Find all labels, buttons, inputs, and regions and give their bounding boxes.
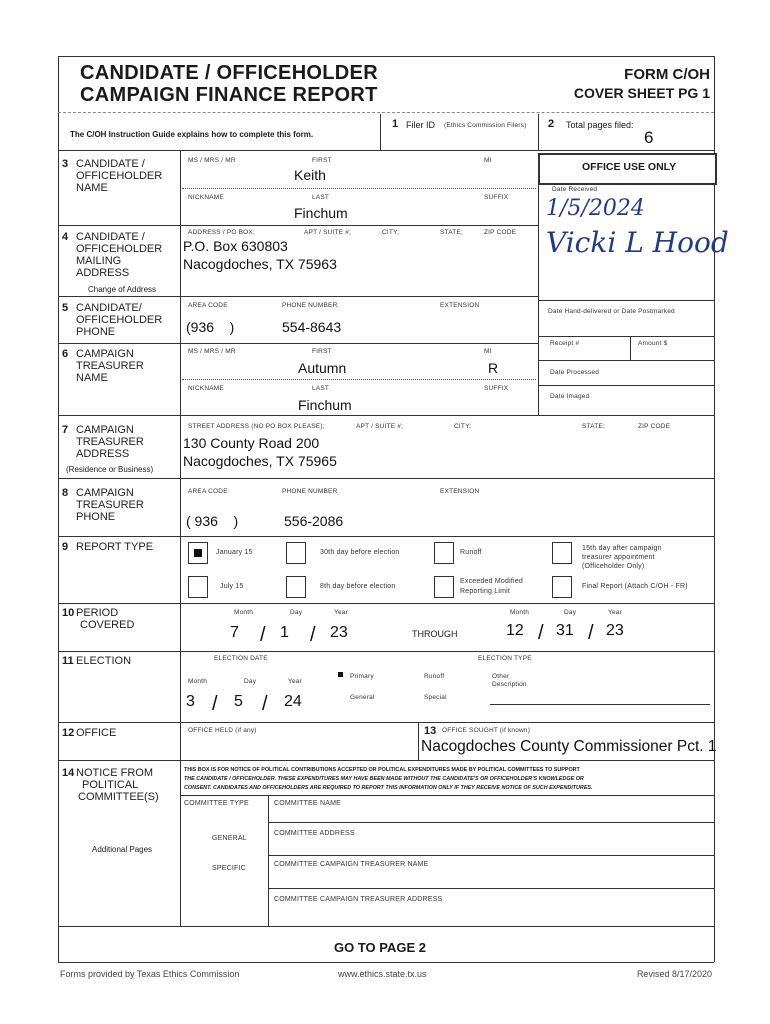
office-line-4	[538, 385, 714, 386]
office-sought-label: OFFICE SOUGHT (if known)	[442, 727, 531, 734]
s5-phone-label: PHONE NUMBER	[282, 302, 338, 309]
s6-num: 6	[62, 348, 69, 360]
s7-zip-label: ZIP CODE	[638, 423, 671, 430]
checkbox-runoff[interactable]	[434, 542, 454, 564]
election-slash-2: /	[262, 693, 268, 715]
s6-ms-label: MS / MRS / MR	[188, 348, 236, 355]
opt-july-15: July 15	[220, 583, 244, 590]
instruction-text: The C/OH Instruction Guide explains how to complete this form.	[70, 130, 314, 139]
checkbox-july-15[interactable]	[188, 576, 208, 598]
s4-label-2: OFFICEHOLDER	[76, 243, 163, 255]
s4-label-4: ADDRESS	[76, 267, 130, 279]
date-received-value: 1/5/2024	[546, 196, 645, 221]
checkbox-january-15[interactable]	[188, 542, 208, 564]
s3-label-1: CANDIDATE /	[76, 158, 145, 170]
s11-num: 11	[62, 655, 74, 667]
frame-left	[58, 56, 59, 962]
date-imaged-label: Date Imaged	[550, 393, 590, 400]
office-use-title: OFFICE USE ONLY	[582, 161, 677, 173]
form-id: FORM C/OH	[624, 66, 710, 83]
election-year-label: Year	[288, 678, 302, 685]
office-line-3	[538, 360, 714, 361]
committee-name-label: COMMITTEE NAME	[274, 800, 341, 807]
from-year-label: Year	[334, 609, 348, 616]
election-type-label: ELECTION TYPE	[478, 655, 532, 662]
s7-street-label: STREET ADDRESS (NO PO BOX PLEASE);	[188, 423, 325, 430]
s4-num: 4	[62, 231, 69, 243]
committee-address-label: COMMITTEE ADDRESS	[274, 830, 355, 837]
s8-ext-label: EXTENSION	[440, 488, 480, 495]
treasurer-last-name: Finchum	[298, 397, 352, 413]
s6-suffix-label: SUFFIX	[484, 385, 509, 392]
hand-delivered-label: Date Hand-delivered or Date Postmarked	[548, 308, 675, 315]
s14-top-line	[180, 795, 714, 796]
row-line-1	[58, 150, 714, 151]
s5-ext-label: EXTENSION	[440, 302, 480, 309]
s6-nickname-label: NICKNAME	[188, 385, 224, 392]
treasurer-mi: R	[488, 360, 499, 376]
election-day: 5	[234, 693, 243, 710]
election-special: Special	[424, 694, 447, 701]
checkbox-exceeded-limit[interactable]	[434, 576, 454, 598]
s7-state-label: STATE;	[582, 423, 605, 430]
through-label: THROUGH	[412, 629, 458, 639]
s8-label-2: TREASURER	[76, 499, 144, 511]
election-month-label: Month	[188, 678, 208, 685]
checkbox-30th-day[interactable]	[286, 542, 306, 564]
checkbox-15th-day[interactable]	[552, 542, 572, 564]
date-received-label: Date Received	[552, 186, 598, 193]
opt-30th-day: 30th day before election	[320, 549, 400, 556]
s5-label-3: PHONE	[76, 326, 116, 338]
s8-num: 8	[62, 487, 69, 499]
election-slash-1: /	[212, 693, 218, 715]
s12-num: 12	[62, 727, 75, 739]
election-general: General	[350, 694, 375, 701]
total-pages-num: 2	[548, 118, 555, 130]
candidate-address-line1: P.O. Box 630803	[183, 238, 288, 254]
office-col-line	[538, 183, 539, 415]
s3-dots	[182, 188, 536, 189]
treasurer-address-line2: Nacogdoches, TX 75965	[183, 453, 337, 469]
from-year: 23	[330, 624, 348, 641]
s3-suffix-label: SUFFIX	[484, 194, 509, 201]
row-line-4	[58, 296, 538, 297]
opt-runoff: Runoff	[460, 549, 482, 556]
s14-line-2	[268, 855, 714, 856]
election-date-label: ELECTION DATE	[214, 655, 268, 662]
filer-id-note: (Ethics Commission Filers)	[444, 122, 527, 129]
change-of-address-label: Change of Address	[88, 285, 157, 294]
opt-8th-day: 8th day before election	[320, 583, 396, 590]
s8-area-label: AREA CODE	[188, 488, 228, 495]
s6-mi-label: MI	[484, 348, 492, 355]
go-to-page-2: GO TO PAGE 2	[334, 940, 426, 955]
amount-label: Amount $	[638, 340, 668, 347]
s6-last-label: LAST	[312, 385, 330, 392]
receipt-label: Receipt #	[550, 340, 580, 347]
from-day: 1	[280, 624, 289, 641]
opt-january-15: January 15	[216, 549, 253, 556]
row-line-11	[58, 722, 714, 723]
s7-city-label: CITY;	[454, 423, 472, 430]
cover-sheet-label: COVER SHEET PG 1	[573, 85, 710, 101]
opt-exceeded-2: Reporting Limit	[460, 588, 511, 595]
s3-label-3: NAME	[76, 182, 108, 194]
s14-num: 14	[62, 767, 75, 779]
opt-final-report: Final Report (Attach C/OH - FR)	[582, 583, 688, 590]
s5-num: 5	[62, 302, 69, 314]
committee-treasurer-address-label: COMMITTEE CAMPAIGN TREASURER ADDRESS	[274, 896, 443, 903]
form-title-line2: CAMPAIGN FINANCE REPORT	[80, 84, 378, 106]
clerk-signature: Vicki L Hood	[546, 226, 729, 259]
s7-label-2: TREASURER	[76, 436, 144, 448]
s4-address-label: ADDRESS / PO BOX;	[188, 229, 255, 236]
candidate-address-line2: Nacogdoches, TX 75963	[183, 256, 337, 272]
to-slash-1: /	[538, 622, 544, 644]
committee-treasurer-label: COMMITTEE CAMPAIGN TREASURER NAME	[274, 861, 429, 868]
s3-label-2: OFFICEHOLDER	[76, 170, 163, 182]
s8-label-3: PHONE	[76, 511, 116, 523]
s4-state-label: STATE;	[440, 229, 463, 236]
from-slash-1: /	[260, 624, 266, 646]
committee-general: GENERAL	[212, 835, 247, 842]
committee-type-label: COMMITTEE TYPE	[184, 800, 249, 807]
footer-provider: Forms provided by Texas Ethics Commission	[60, 969, 240, 979]
checkbox-mark	[194, 549, 202, 557]
row-line-12	[58, 760, 714, 761]
treasurer-phone: 556-2086	[284, 513, 344, 529]
to-slash-2: /	[588, 622, 594, 644]
s3-first-label: FIRST	[312, 157, 332, 164]
row-line-9	[58, 603, 714, 604]
filer-id-num: 1	[392, 118, 399, 130]
frame-top	[58, 56, 714, 57]
row-line-6	[58, 415, 714, 416]
candidate-phone: 554-8643	[282, 319, 342, 335]
office-line-1	[538, 300, 714, 301]
row-line-14	[58, 926, 714, 927]
election-month: 3	[186, 693, 195, 710]
s4-city-label: CITY;	[382, 229, 400, 236]
notice-line-3: CONSENT. CANDIDATES AND OFFICEHOLDERS ARE REQUIRED TO REPORT THIS INFORMATION ONLY IF THEY RECEIVE NOTICE OF SUCH EXPENDITURES.	[184, 785, 593, 791]
to-month: 12	[506, 622, 524, 639]
s8-label-1: CAMPAIGN	[76, 487, 134, 499]
s7-apt-label: APT / SUITE #;	[356, 423, 404, 430]
s10-label-1: PERIOD	[76, 607, 119, 619]
to-year: 23	[606, 622, 624, 639]
election-primary: Primary	[350, 673, 374, 680]
from-day-label: Day	[290, 609, 303, 616]
office-line-2	[538, 336, 714, 337]
election-year: 24	[284, 693, 302, 710]
s5-label-1: CANDIDATE/	[76, 302, 142, 314]
to-day: 31	[556, 622, 574, 639]
to-day-label: Day	[564, 609, 577, 616]
total-pages-label: Total pages filed:	[566, 120, 634, 130]
s3-mi-label: MI	[484, 157, 492, 164]
to-year-label: Year	[608, 609, 622, 616]
treasurer-first-name: Autumn	[298, 360, 347, 376]
s6-label-1: CAMPAIGN	[76, 348, 134, 360]
notice-line-2: THE CANDIDATE / OFFICEHOLDER. THESE EXPENDITURES MAY HAVE BEEN MADE WITHOUT THE CANDIDATE'S OR OFFICEHOLDER'S KNOWLEDGE OR	[184, 776, 584, 782]
form-title-line1: CANDIDATE / OFFICEHOLDER	[80, 62, 378, 84]
notice-line-1: THIS BOX IS FOR NOTICE OF POLITICAL CONTRIBUTIONS ACCEPTED OR POLITICAL EXPENDITURES MADE BY POLITICAL COMMITTEES TO SUPPORT	[184, 767, 580, 773]
candidate-first-name: Keith	[294, 167, 326, 183]
opt-15th-day-1: 15th day after campaign	[582, 545, 662, 552]
committee-specific: SPECIFIC	[212, 865, 246, 872]
label-col-line	[180, 150, 181, 926]
s6-first-label: FIRST	[312, 348, 332, 355]
s4-label-1: CANDIDATE /	[76, 231, 145, 243]
treasurer-area-code: ( 936 )	[186, 513, 239, 529]
s5-area-label: AREA CODE	[188, 302, 228, 309]
s9-num: 9	[62, 541, 69, 553]
row-line-7	[58, 478, 714, 479]
s14-line-1	[268, 822, 714, 823]
s8-phone-label: PHONE NUMBER	[282, 488, 338, 495]
s11-label: ELECTION	[76, 655, 132, 667]
office-held-label: OFFICE HELD (if any)	[188, 727, 257, 734]
s14-label-1: NOTICE FROM	[76, 767, 153, 779]
row-line-10	[58, 651, 714, 652]
s10-label-2: COVERED	[80, 619, 135, 631]
header-divider	[58, 112, 714, 113]
election-other-1: Other	[492, 673, 510, 680]
frame-bottom	[58, 962, 714, 963]
total-pages-value: 6	[644, 128, 654, 147]
filer-divider-left	[380, 114, 381, 150]
s6-dots	[182, 379, 536, 380]
s4-label-3: MAILING	[76, 255, 122, 267]
opt-15th-day-2: treasurer appointment	[582, 554, 655, 561]
s7-num: 7	[62, 424, 69, 436]
s3-num: 3	[62, 158, 69, 170]
office-sought-value: Nacogdoches County Commissioner Pct. 1	[421, 738, 717, 755]
s6-label-3: NAME	[76, 372, 108, 384]
s5-label-2: OFFICEHOLDER	[76, 314, 163, 326]
footer-url[interactable]: www.ethics.state.tx.us	[338, 969, 427, 979]
s7-sub-label: (Residence or Business)	[66, 465, 154, 474]
s12-label: OFFICE	[76, 727, 117, 739]
footer-revised: Revised 8/17/2020	[636, 969, 712, 979]
s4-apt-label: APT / SUITE #;	[304, 229, 352, 236]
s3-ms-label: MS / MRS / MR	[188, 157, 236, 164]
s4-zip-label: ZIP CODE	[484, 229, 517, 236]
s9-label: REPORT TYPE	[76, 541, 154, 553]
from-month-label: Month	[234, 609, 254, 616]
date-processed-label: Date Processed	[550, 369, 600, 376]
candidate-area-code: (936 )	[186, 319, 235, 335]
s3-last-label: LAST	[312, 194, 330, 201]
additional-pages-label: Additional Pages	[92, 845, 153, 854]
filer-id-label: Filer ID	[406, 120, 435, 130]
treasurer-address-line1: 130 County Road 200	[183, 435, 320, 451]
office-split-line	[418, 722, 419, 760]
opt-exceeded-1: Exceeded Modified	[460, 578, 523, 585]
checkbox-8th-day[interactable]	[286, 576, 306, 598]
s14-label-3: COMMITTEE(S)	[78, 791, 159, 803]
s14-line-3	[268, 888, 714, 889]
election-other-2: Description	[492, 681, 527, 688]
frame-right	[714, 56, 715, 962]
row-line-5	[58, 343, 538, 344]
s13-num: 13	[424, 725, 437, 737]
s14-label-2: POLITICAL	[82, 779, 139, 791]
opt-15th-day-3: (Officeholder Only)	[582, 563, 645, 570]
election-day-label: Day	[244, 678, 257, 685]
checkbox-final-report[interactable]	[552, 576, 572, 598]
from-month: 7	[230, 624, 239, 641]
row-line-3	[58, 225, 538, 226]
to-month-label: Month	[510, 609, 530, 616]
from-slash-2: /	[310, 624, 316, 646]
receipt-divider	[630, 336, 631, 360]
s7-label-1: CAMPAIGN	[76, 424, 134, 436]
s3-nickname-label: NICKNAME	[188, 194, 224, 201]
candidate-last-name: Finchum	[294, 205, 348, 221]
s14-col-line	[268, 795, 269, 926]
s7-label-3: ADDRESS	[76, 448, 130, 460]
other-desc-line	[490, 704, 710, 705]
s10-num: 10	[62, 607, 75, 619]
filer-divider-right	[538, 114, 539, 150]
primary-checked-marker	[338, 672, 343, 677]
row-line-8	[58, 536, 714, 537]
s6-label-2: TREASURER	[76, 360, 144, 372]
election-runoff: Runoff	[424, 673, 445, 680]
